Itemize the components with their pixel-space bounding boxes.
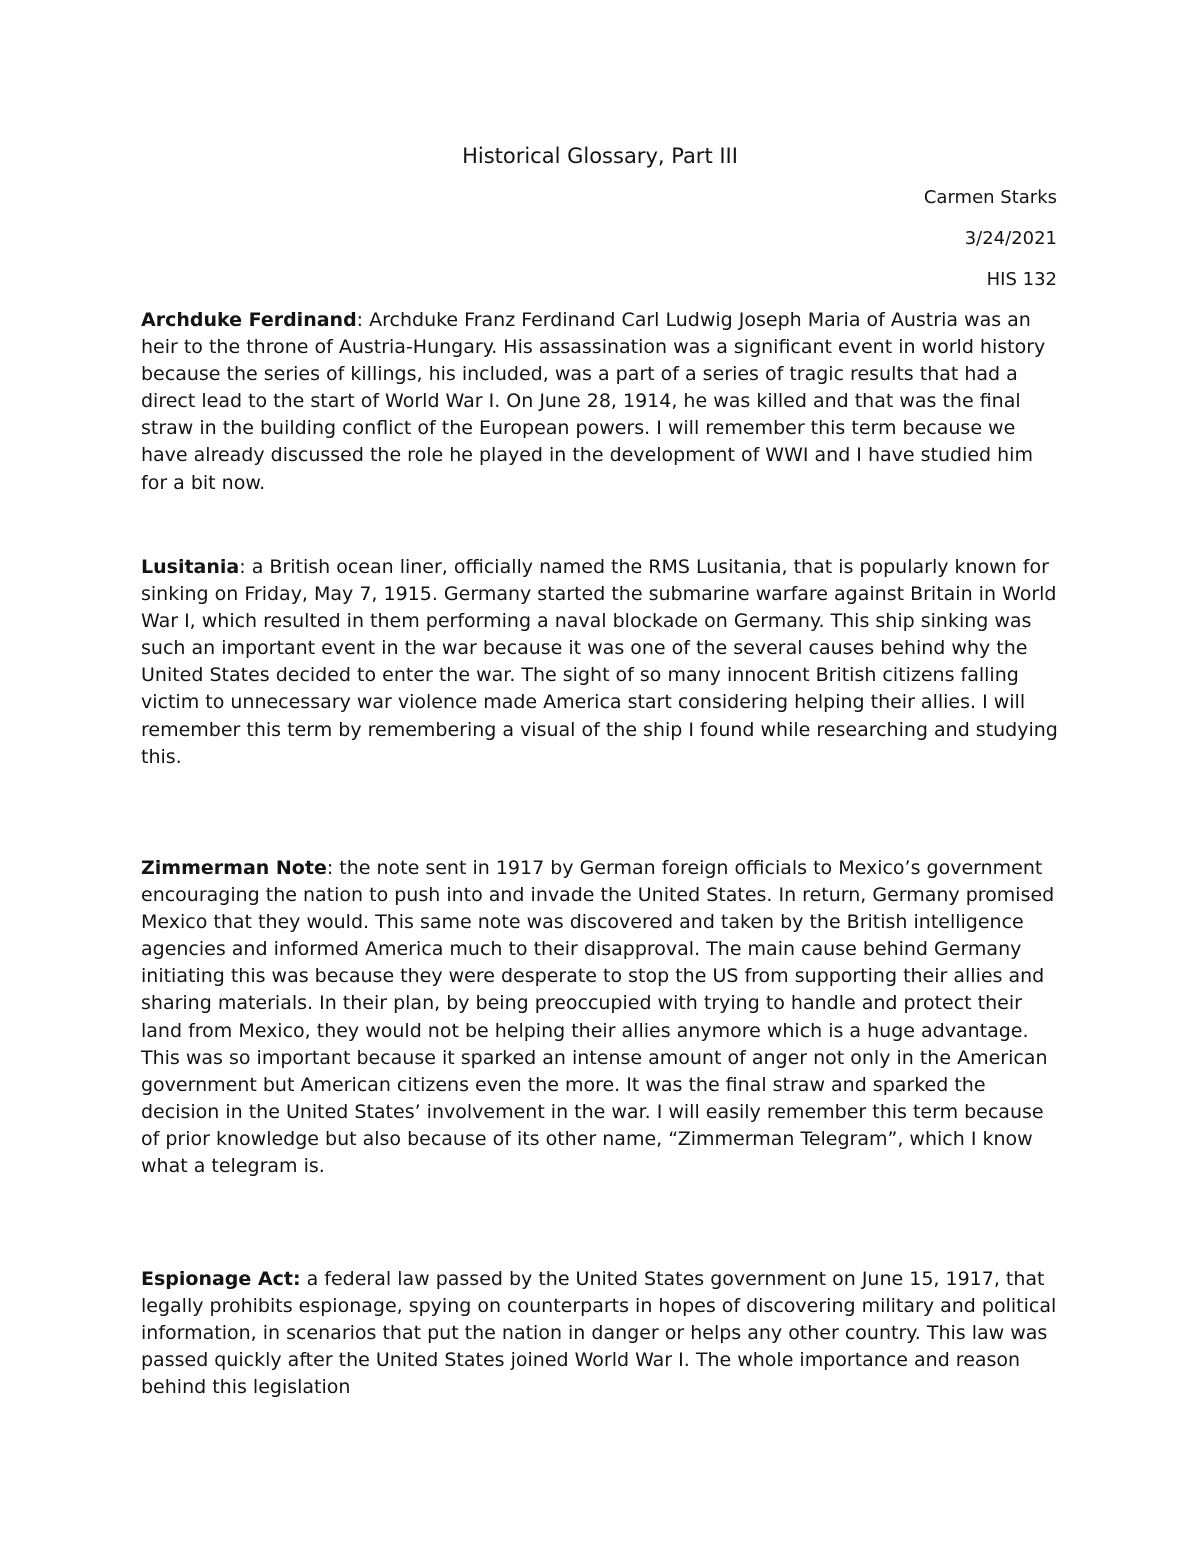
term-separator: : <box>239 556 252 578</box>
glossary-term: Zimmerman Note <box>141 857 327 879</box>
term-separator: : <box>326 857 340 879</box>
glossary-definition: Archduke Franz Ferdinand Carl Ludwig Joseph Maria of Austria was an heir to the throne of Austria-Hungary. His assassination was a significant event in world history because the series of killings, his included, was a part of a series of tragic results that had a direct lead to the start of World War I. On June 28, 1914, he was killed and that was the final straw in the building conflict of the European powers. I will remember this term because we have already discussed the role he played in the development of WWI and I have studied him for a bit now. <box>141 309 1046 494</box>
glossary-entry-lusitania <box>141 554 1061 771</box>
glossary-entry-archduke-ferdinand <box>141 307 1061 497</box>
glossary-definition: a federal law passed by the United States government on June 15, 1917, that legally prohibits espionage, spying on counterparts in hopes of discovering military and political information, in scenarios that put the nation in danger or helps any other country. This law was passed quickly after the United States joined World War I. The whole importance and reason behind this legislation <box>141 1268 1057 1399</box>
glossary-entry-zimmerman-note <box>141 855 1061 1180</box>
glossary-definition: a British ocean liner, officially named the RMS Lusitania, that is popularly known for sinking on Friday, May 7, 1915. Germany started the submarine warfare against Britain in World War I, which resulted in them performing a naval blockade on Germany. This ship sinking was such an important event in the war because it was one of the several causes behind why the United States decided to enter the war. The sight of so many innocent British citizens falling victim to unnecessary war violence made America start considering helping their allies. I will remember this term by remembering a visual of the ship I found while researching and studying this. <box>141 556 1058 768</box>
glossary-term: Lusitania <box>141 556 240 578</box>
course-code: HIS 132 <box>986 269 1057 290</box>
document-date: 3/24/2021 <box>964 228 1057 249</box>
glossary-term: Espionage Act: <box>141 1268 301 1290</box>
document-title: Historical Glossary, Part III <box>462 144 738 168</box>
author-name: Carmen Starks <box>923 187 1057 208</box>
glossary-definition: the note sent in 1917 by German foreign officials to Mexico’s government encouraging the nation to push into and invade the United States. In return, Germany promised Mexico that they would. This same note was discovered and taken by the British intelligence agencies and informed America much to their disapproval. The main cause behind Germany initiating this was because they were desperate to stop the US from supporting their allies and sharing materials. In their plan, by being preoccupied with trying to handle and protect their land from Mexico, they would not be helping their allies anymore which is a huge advantage. This was so important because it sparked an intense amount of anger not only in the American government but American citizens even the more. It was the final straw and sparked the decision in the United States’ involvement in the war. I will easily remember this term because of prior knowledge but also because of its other name, “Zimmerman Telegram”, which I know what a telegram is. <box>141 857 1055 1178</box>
glossary-entry-espionage-act <box>141 1266 1061 1401</box>
glossary-term: Archduke Ferdinand <box>141 309 357 331</box>
term-separator: : <box>356 309 370 331</box>
